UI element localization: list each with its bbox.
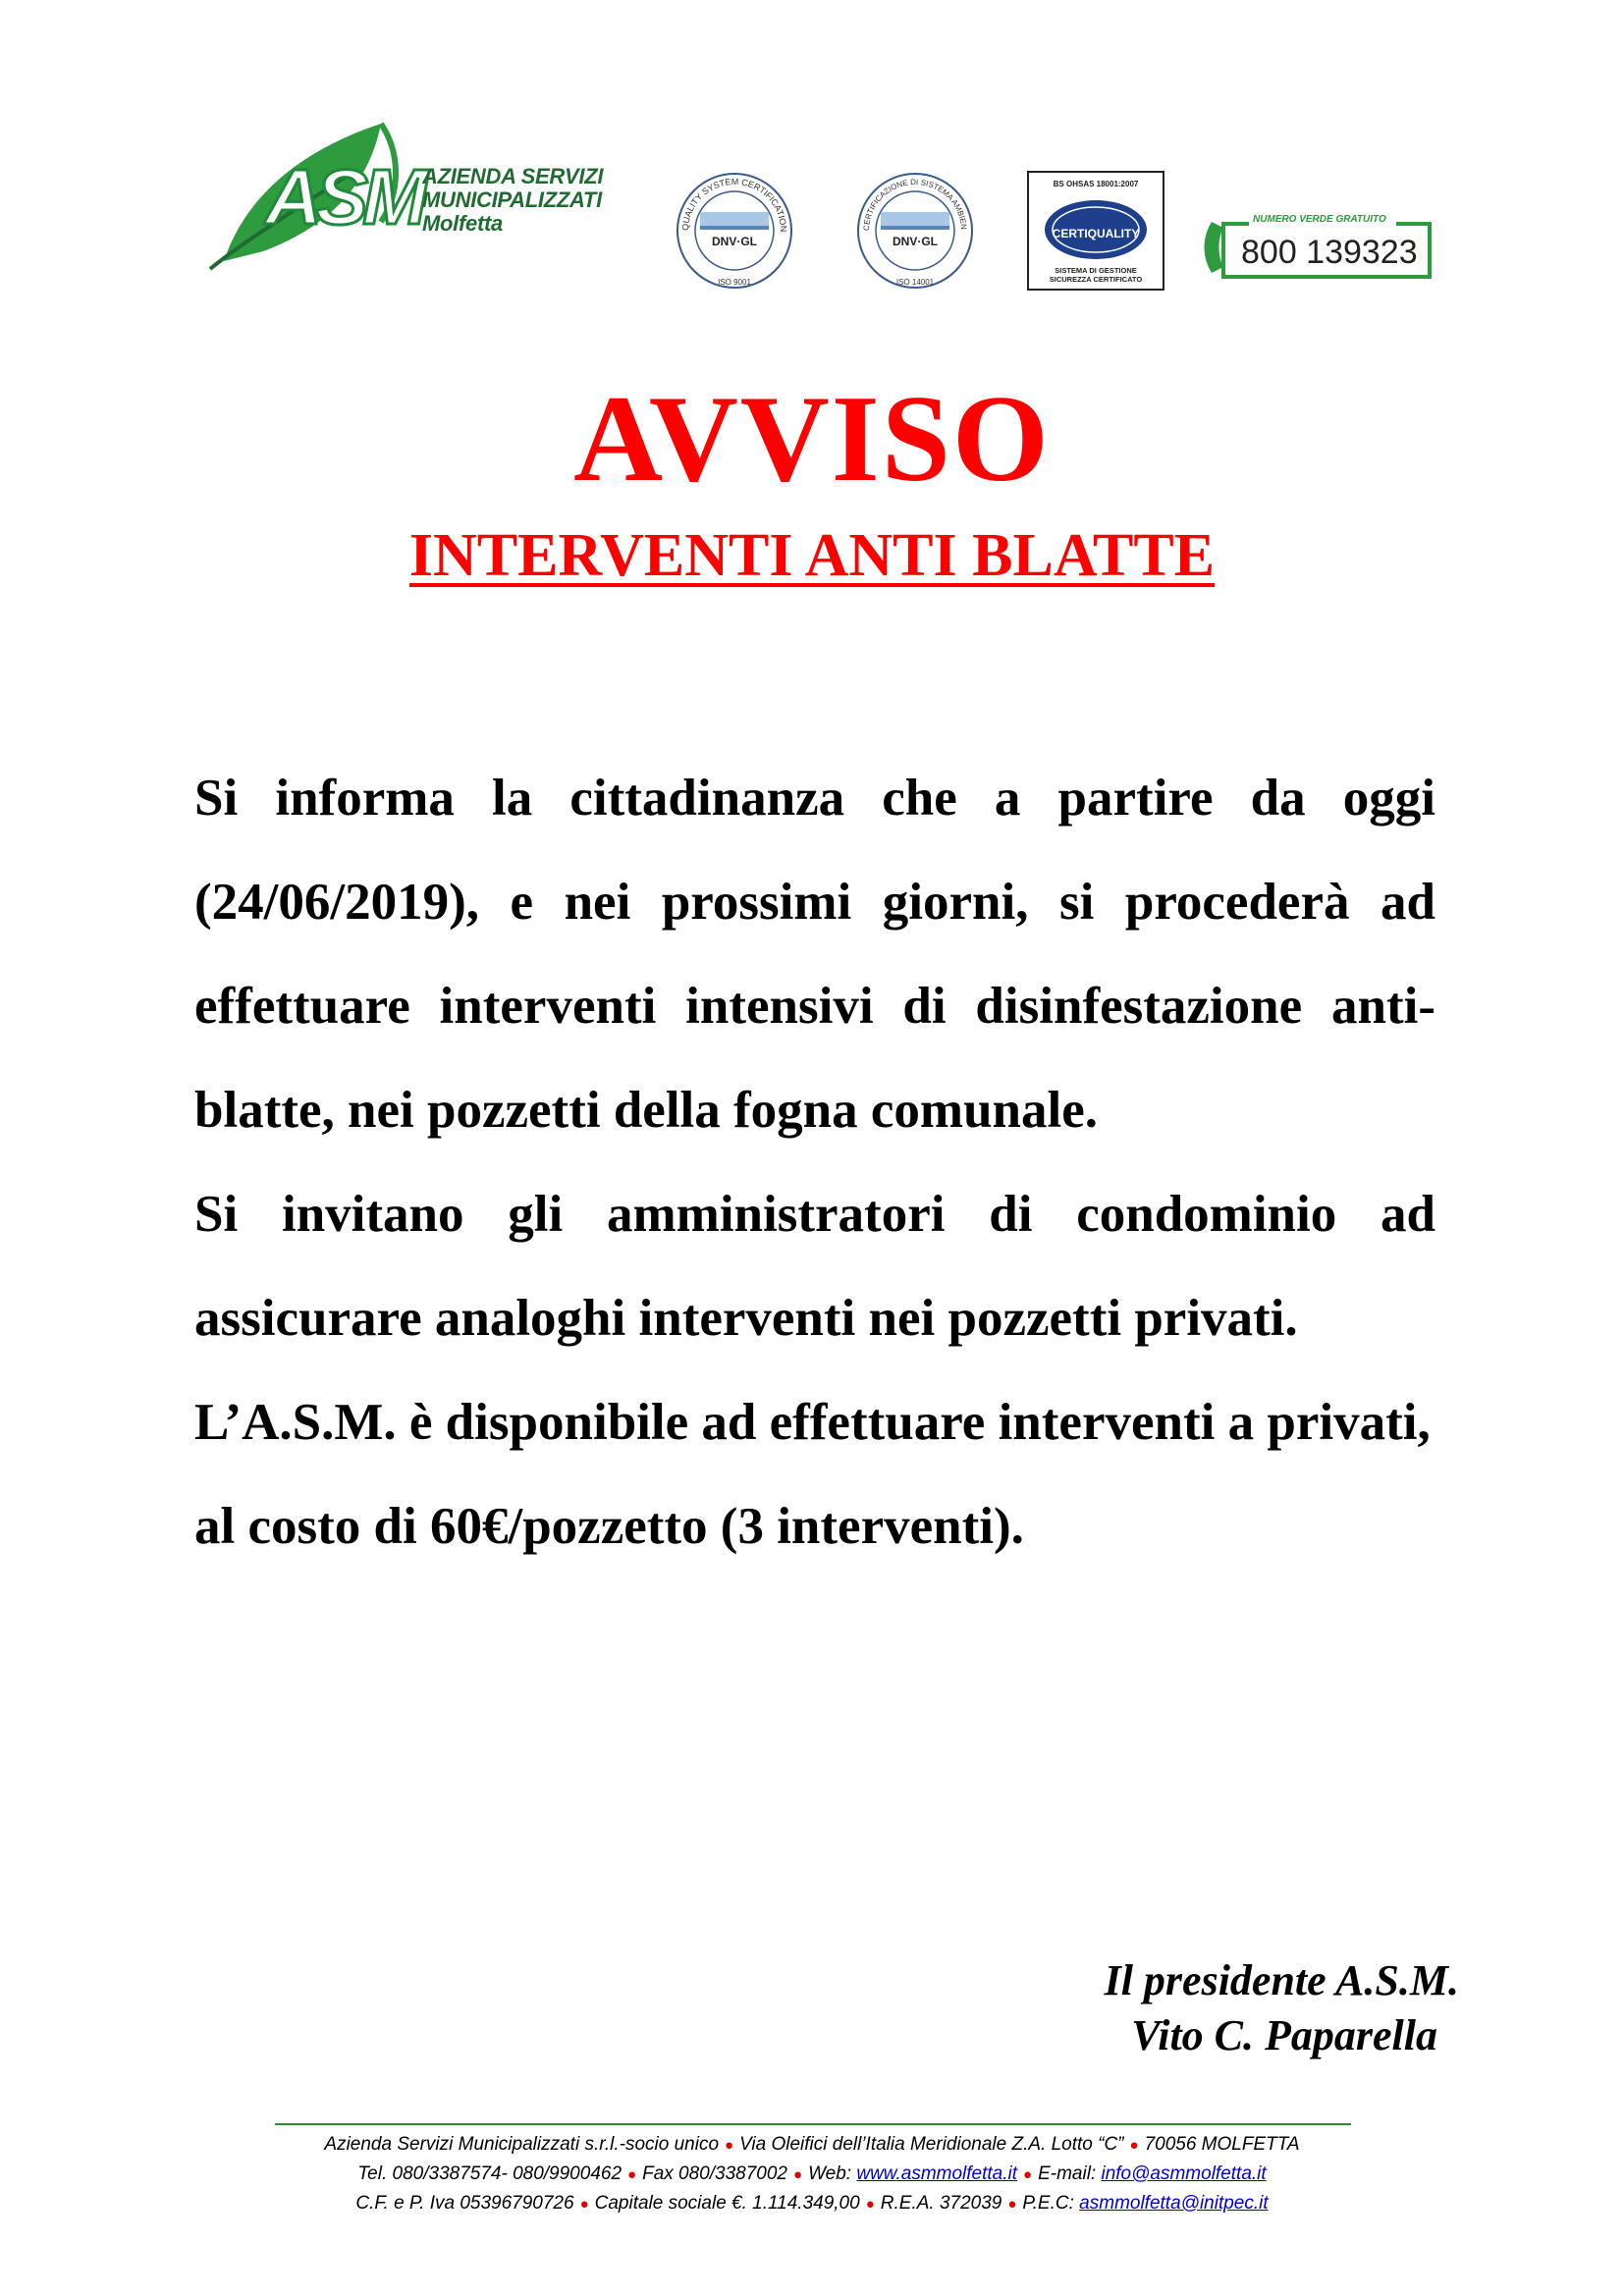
ohsas-bottom-1: SISTEMA DI GESTIONE (1055, 266, 1137, 275)
notice-body (194, 746, 1435, 1578)
signature-name: Vito C. Paparella (1131, 2011, 1437, 2059)
bullet-icon: ● (725, 2137, 734, 2154)
page-title: AVVISO (573, 371, 1051, 507)
ohsas-top: BS OHSAS 18001:2007 (1053, 180, 1139, 188)
ohsas-badge (1027, 171, 1164, 291)
bullet-icon: ● (579, 2196, 589, 2213)
footer-fax: Fax 080/3387002 (642, 2163, 787, 2184)
cert-9001-brand: DNV·GL (712, 235, 757, 248)
footer-email-link[interactable]: info@asmmolfetta.it (1101, 2163, 1267, 2184)
logo-line-3: Molfetta (422, 211, 503, 236)
footer-pec-label: P.E.C: (1022, 2193, 1074, 2214)
phone-label: NUMERO VERDE GRATUITO (1253, 214, 1386, 225)
footer-rea: R.E.A. 372039 (880, 2193, 1002, 2214)
body-paragraph-2: Si invitano gli amministratori di condominio ad assicurare analoghi interventi nei pozzetti privati. (194, 1186, 1435, 1347)
certification-seal-icon (851, 167, 979, 294)
footer-line-3 (236, 2189, 1388, 2218)
logo-mark: ASM (265, 153, 422, 240)
footer-tel: Tel. 080/3387574- 080/9900462 (357, 2163, 623, 2184)
footer-city: 70056 MOLFETTA (1144, 2134, 1300, 2155)
footer-web-link[interactable]: www.asmmolfetta.it (856, 2163, 1018, 2184)
ohsas-brand: CERTIQUALITY (1052, 227, 1140, 240)
ohsas-bottom-2: SICUREZZA CERTIFICATO (1049, 275, 1143, 284)
footer-email-label: E-mail: (1038, 2163, 1097, 2184)
footer-web-label: Web: (808, 2163, 852, 2184)
footer-pec-link[interactable]: asmmolfetta@initpec.it (1079, 2193, 1269, 2214)
iso-14001-badge (851, 167, 979, 294)
cert-14001-standard: ISO 14001 (895, 278, 935, 287)
footer-company: Azienda Servizi Municipalizzati s.r.l.-socio unico (324, 2134, 720, 2155)
phone-icon (1202, 208, 1434, 283)
footer-divider (275, 2123, 1351, 2125)
cert-9001-ring: QUALITY SYSTEM CERTIFICATION (679, 176, 789, 233)
bullet-icon: ● (1023, 2166, 1033, 2183)
cert-14001-brand: DNV·GL (893, 235, 938, 248)
asm-logo (204, 114, 617, 271)
iso-9001-badge (671, 167, 798, 294)
bullet-icon: ● (865, 2196, 875, 2213)
certification-seal-icon (671, 167, 798, 294)
bullet-icon: ● (1129, 2137, 1139, 2154)
body-paragraph-1: Si informa la cittadinanza che a partire da oggi (24/06/2019), e nei prossimi giorni, si procederà ad effettuare interventi intensivi di disinfestazione anti-blatte, nei pozzetti della fogna comunale. (194, 770, 1435, 1139)
footer-vat: C.F. e P. Iva 05396790726 (355, 2193, 574, 2214)
signature-role: Il presidente A.S.M. (1104, 1956, 1459, 2004)
signature-block (982, 1953, 1459, 2063)
bullet-icon: ● (793, 2166, 803, 2183)
cert-9001-standard: ISO 9001 (718, 278, 751, 287)
footer-line-2 (236, 2160, 1388, 2189)
bullet-icon: ● (1007, 2196, 1017, 2213)
footer-address: Via Oleifici dell’Italia Meridionale Z.A. Lotto “C” (739, 2134, 1124, 2155)
certiquality-seal-icon (1027, 171, 1164, 291)
phone-number: 800 139323 (1241, 234, 1418, 271)
bullet-icon: ● (627, 2166, 637, 2183)
cert-14001-ring: CERTIFICAZIONE DI SISTEMA AMBIEN (861, 177, 969, 232)
body-paragraph-3: L’A.S.M. è disponibile ad effettuare interventi a privati, al costo di 60€/pozzetto (3 interventi). (194, 1394, 1431, 1555)
footer-capital: Capitale sociale €. 1.114.349,00 (594, 2193, 860, 2214)
logo-line-2: MUNICIPALIZZATI (422, 187, 602, 212)
page-subtitle: INTERVENTI ANTI BLATTE (408, 522, 1216, 589)
logo-line-1: AZIENDA SERVIZI (422, 164, 604, 188)
footer-line-1 (236, 2130, 1388, 2160)
footer (236, 2130, 1388, 2218)
toll-free-badge (1202, 208, 1434, 283)
